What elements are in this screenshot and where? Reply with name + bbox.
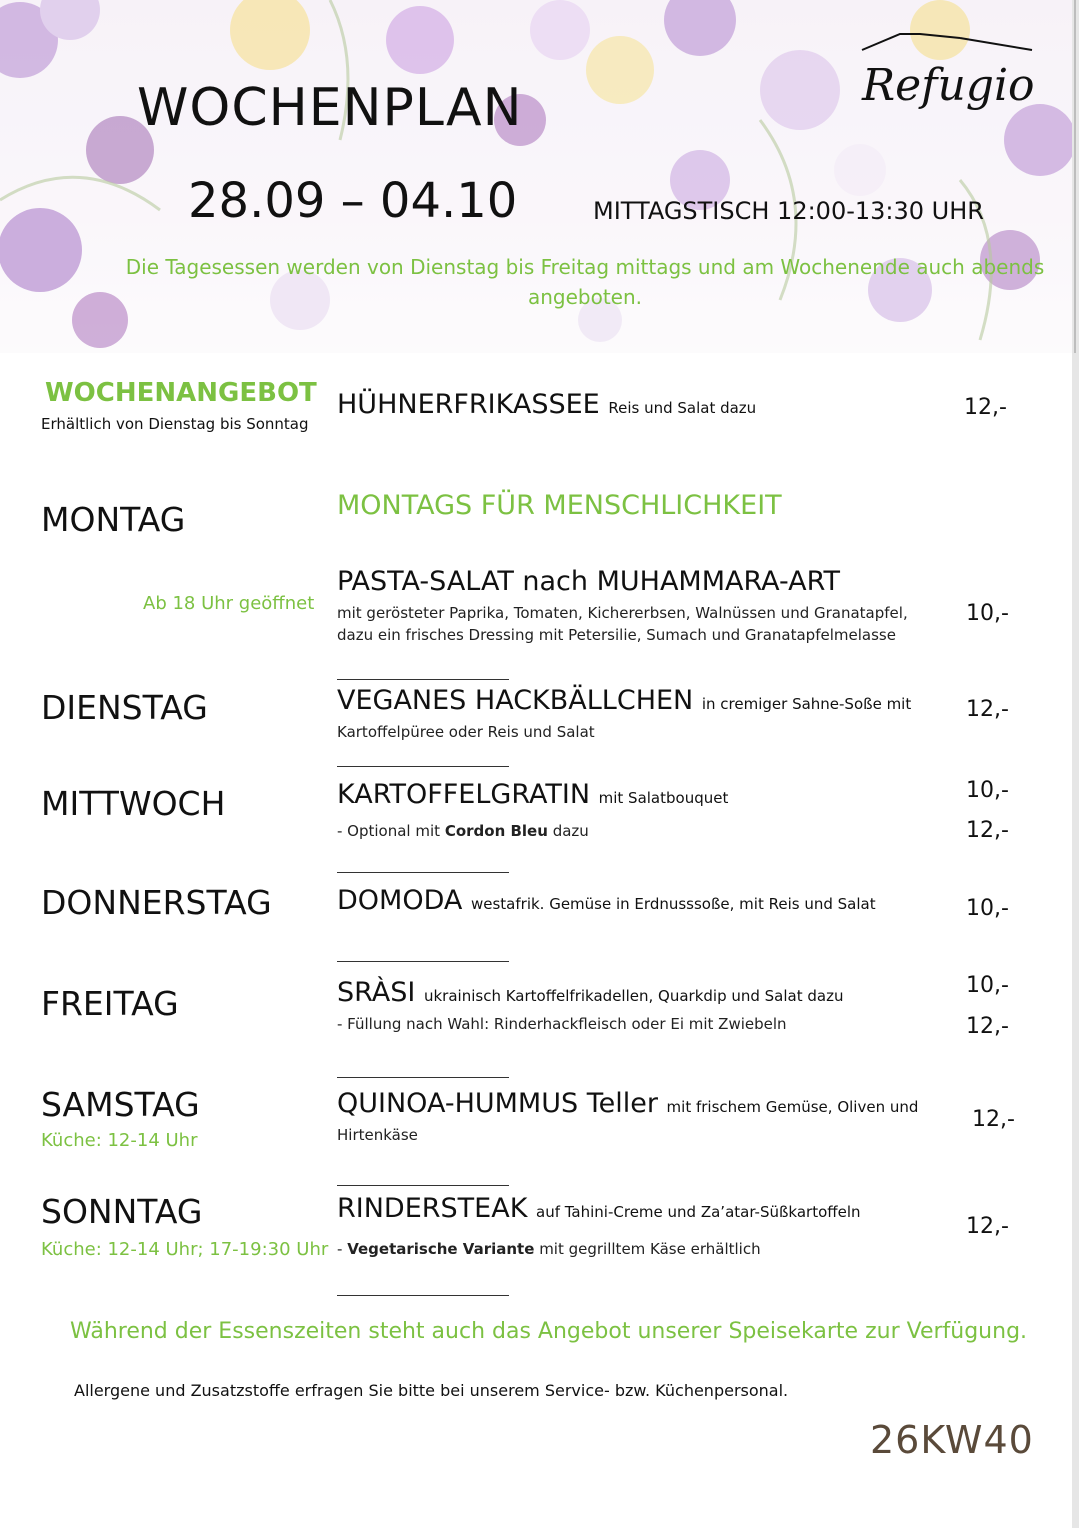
tuesday-price: 12,- — [966, 697, 1009, 722]
monday-price: 10,- — [966, 601, 1009, 626]
wednesday-price: 10,- — [966, 778, 1009, 803]
monday-dish: PASTA-SALAT nach MUHAMMARA-ART — [337, 566, 840, 597]
divider — [337, 1185, 509, 1186]
logo-text: Refugio — [862, 60, 1035, 111]
saturday-desc: Hirtenkäse — [337, 1126, 418, 1144]
wednesday-option — [337, 821, 589, 842]
divider — [337, 1077, 509, 1078]
dish-name: KARTOFFELGRATIN — [337, 779, 591, 810]
thursday-dish — [337, 885, 876, 916]
wednesday-dish — [337, 779, 728, 810]
divider — [337, 872, 509, 873]
week-code: 26KW40 — [870, 1418, 1034, 1462]
dish-note: ukrainisch Kartoffelfrikadellen, Quarkdip und Salat dazu — [423, 987, 844, 1005]
monday-desc-1: mit gerösteter Paprika, Tomaten, Kichererbsen, Walnüssen und Granatapfel, — [337, 604, 908, 622]
dish-name: RINDERSTEAK — [337, 1193, 528, 1224]
option-bold: Cordon Bleu — [444, 822, 548, 840]
wednesday-option-price: 12,- — [966, 818, 1009, 843]
option-suffix: mit gegrilltem Käse erhältlich — [539, 1240, 761, 1258]
option-prefix: - Optional mit — [337, 822, 441, 840]
sunday-price: 12,- — [966, 1214, 1009, 1239]
option-suffix: dazu — [552, 822, 589, 840]
allergen-note: Allergene und Zusatzstoffe erfragen Sie bitte bei unserem Service- bzw. Küchenpersonal. — [74, 1381, 789, 1400]
friday-dish — [337, 977, 843, 1008]
friday-price: 10,- — [966, 973, 1009, 998]
page-edge-shadow — [1074, 0, 1076, 353]
thursday-price: 10,- — [966, 896, 1009, 921]
dish-name: HÜHNERFRIKASSEE — [337, 389, 600, 420]
dish-note: mit frischem Gemüse, Oliven und — [666, 1098, 919, 1116]
sunday-kitchen-hours: Küche: 12-14 Uhr; 17-19:30 Uhr — [41, 1239, 329, 1260]
dish-name: SRÀSI — [337, 977, 416, 1008]
dish-note: Reis und Salat dazu — [608, 399, 757, 417]
day-friday: FREITAG — [41, 984, 179, 1023]
dish-name: DOMODA — [337, 885, 463, 916]
day-sunday: SONNTAG — [41, 1192, 203, 1231]
intro-text: Die Tagesessen werden von Dienstag bis Freitag mittags und am Wochenende auch abends angeboten. — [125, 255, 1045, 309]
day-saturday: SAMSTAG — [41, 1085, 200, 1124]
menu-availability-note: Während der Essenszeiten steht auch das Angebot unserer Speisekarte zur Verfügung. — [70, 1319, 1028, 1344]
dish-note: mit Salatbouquet — [598, 789, 729, 807]
dish-note: westafrik. Gemüse in Erdnusssoße, mit Reis und Salat — [470, 895, 876, 913]
tuesday-dish — [337, 685, 911, 716]
divider — [337, 1295, 509, 1296]
weekly-offer-dish — [337, 389, 756, 420]
option-bold: Vegetarische Variante — [347, 1240, 535, 1258]
tuesday-desc: Kartoffelpüree oder Reis und Salat — [337, 723, 595, 741]
monday-theme: MONTAGS FÜR MENSCHLICHKEIT — [337, 490, 782, 521]
saturday-kitchen-hours: Küche: 12-14 Uhr — [41, 1130, 198, 1151]
friday-option: - Füllung nach Wahl: Rinderhackfleisch oder Ei mit Zwiebeln — [337, 1015, 787, 1033]
date-range: 28.09 – 04.10 — [188, 173, 518, 229]
day-wednesday: MITTWOCH — [41, 784, 226, 823]
divider — [337, 766, 509, 767]
weekly-offer-label: WOCHENANGEBOT — [45, 378, 317, 408]
day-monday: MONTAG — [41, 500, 186, 539]
dish-note: in cremiger Sahne-Soße mit — [701, 695, 912, 713]
saturday-price: 12,- — [972, 1107, 1015, 1132]
divider — [337, 679, 509, 680]
page-title: WOCHENPLAN — [137, 78, 523, 138]
lunch-hours: MITTAGSTISCH 12:00-13:30 UHR — [593, 197, 984, 225]
monday-opening: Ab 18 Uhr geöffnet — [143, 593, 315, 614]
dish-name: VEGANES HACKBÄLLCHEN — [337, 685, 694, 716]
sunday-dish — [337, 1193, 861, 1224]
option-prefix: - — [337, 1240, 343, 1258]
divider — [337, 961, 509, 962]
dish-name: QUINOA-HUMMUS Teller — [337, 1088, 658, 1119]
day-tuesday: DIENSTAG — [41, 688, 208, 727]
monday-desc-2: dazu ein frisches Dressing mit Petersilie, Sumach und Granatapfelmelasse — [337, 626, 896, 644]
dish-note: auf Tahini-Creme und Za’atar-Süßkartoffeln — [536, 1203, 861, 1221]
sunday-option — [337, 1239, 761, 1260]
saturday-dish — [337, 1088, 918, 1119]
weekly-offer-availability: Erhältlich von Dienstag bis Sonntag — [41, 415, 309, 433]
day-thursday: DONNERSTAG — [41, 883, 272, 922]
weekly-offer-price: 12,- — [964, 395, 1007, 420]
friday-option-price: 12,- — [966, 1014, 1009, 1039]
